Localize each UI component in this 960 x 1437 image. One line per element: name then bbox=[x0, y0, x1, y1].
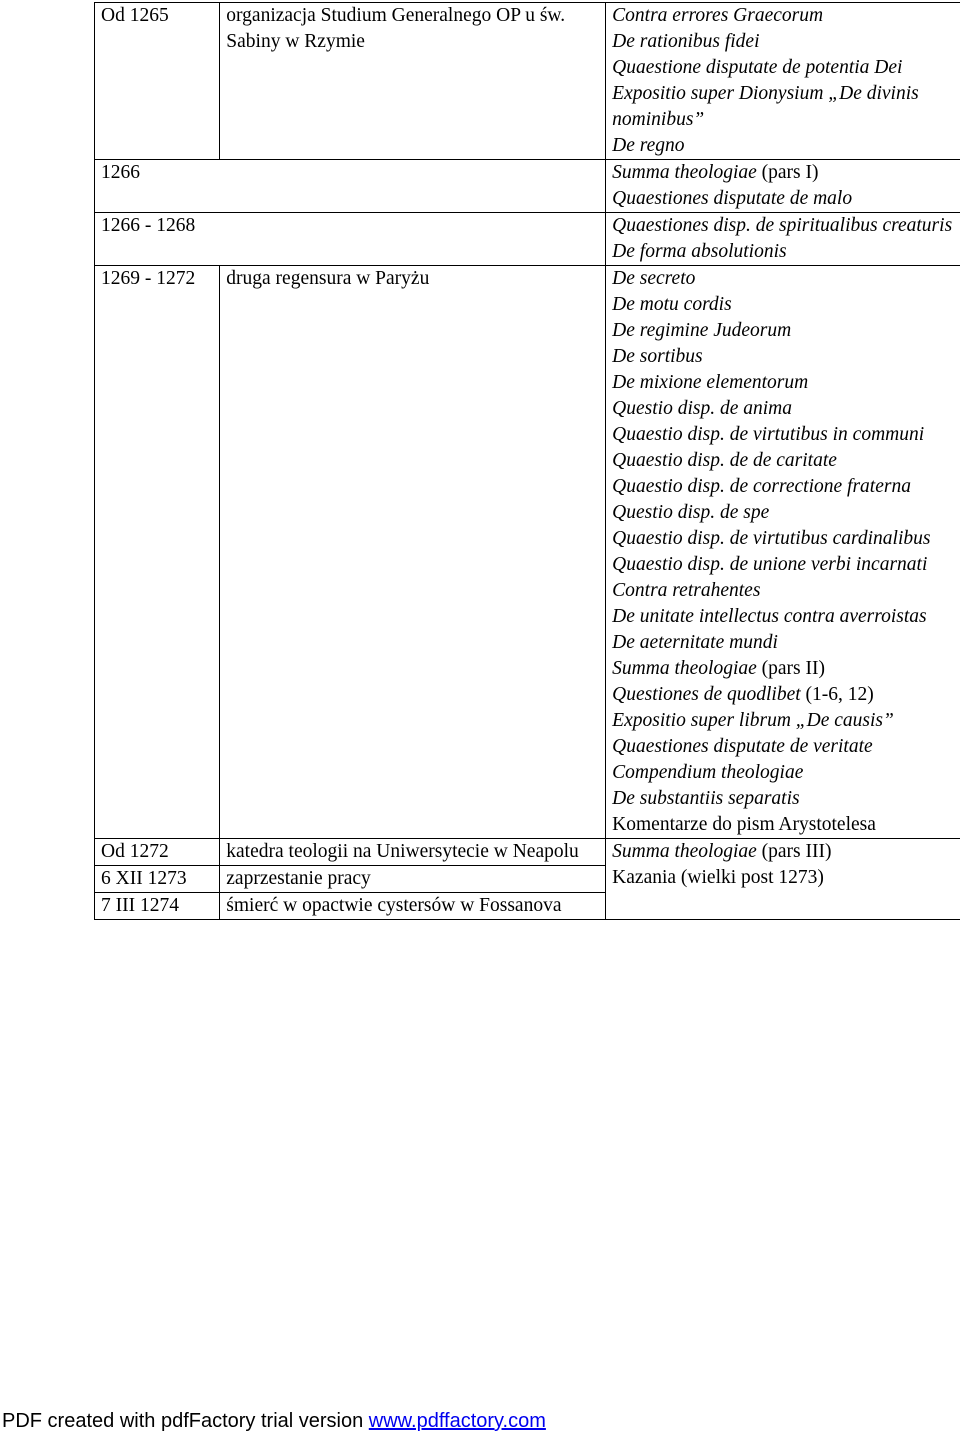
date-cell: 6 XII 1273 bbox=[95, 866, 220, 893]
work-title-note: Komentarze do pism Arystotelesa bbox=[612, 814, 876, 835]
footer-text: PDF created with pdfFactory trial version bbox=[2, 1410, 369, 1432]
works-cell bbox=[606, 213, 960, 266]
work-title-italic: De mixione elementorum bbox=[612, 372, 809, 393]
work-title-italic: Summa theologiae bbox=[612, 658, 757, 679]
work-title bbox=[612, 656, 954, 682]
work-title-italic: De sortibus bbox=[612, 346, 703, 367]
event-cell: zaprzestanie pracy bbox=[220, 866, 606, 893]
work-title-italic: Quaestiones disputate de malo bbox=[612, 188, 853, 209]
work-title-italic: De regimine Judeorum bbox=[612, 320, 792, 341]
work-title bbox=[612, 630, 954, 656]
date-cell: Od 1265 bbox=[95, 3, 220, 160]
date-cell: Od 1272 bbox=[95, 839, 220, 866]
work-title bbox=[612, 29, 954, 55]
work-title bbox=[612, 160, 954, 186]
work-title bbox=[612, 604, 954, 630]
table-row bbox=[95, 839, 960, 866]
work-title-note: (pars III) bbox=[756, 841, 832, 862]
work-title bbox=[612, 760, 954, 786]
table-row bbox=[95, 266, 960, 839]
work-title bbox=[612, 682, 954, 708]
work-title bbox=[612, 422, 954, 448]
work-title bbox=[612, 370, 954, 396]
work-title-note: (1-6, 12) bbox=[800, 684, 874, 705]
work-title bbox=[612, 734, 954, 760]
work-title-italic: De secreto bbox=[612, 268, 696, 289]
work-title-italic: Quaestio disp. de correctione fraterna bbox=[612, 476, 911, 497]
work-title-italic: De forma absolutionis bbox=[612, 241, 787, 262]
date-cell: 1266 bbox=[95, 160, 220, 213]
event-cell bbox=[220, 160, 606, 213]
work-title-note: (pars I) bbox=[756, 162, 819, 183]
work-title-italic: De rationibus fidei bbox=[612, 31, 760, 52]
work-title bbox=[612, 578, 954, 604]
event-cell bbox=[220, 213, 606, 266]
work-title-italic: Compendium theologiae bbox=[612, 762, 804, 783]
work-title bbox=[612, 292, 954, 318]
work-title-italic: De motu cordis bbox=[612, 294, 732, 315]
work-title-italic: De aeternitate mundi bbox=[612, 632, 778, 653]
work-title bbox=[612, 318, 954, 344]
work-title-italic: Questio disp. de spe bbox=[612, 502, 770, 523]
work-title-italic: Summa theologiae bbox=[612, 162, 757, 183]
works-cell bbox=[606, 160, 960, 213]
chronology-table bbox=[94, 2, 960, 920]
work-title bbox=[612, 55, 954, 81]
work-title bbox=[612, 186, 954, 212]
work-title-italic: Questiones de quodlibet bbox=[612, 684, 801, 705]
work-title bbox=[612, 812, 954, 838]
work-title-italic: De regno bbox=[612, 135, 685, 156]
work-title-italic: Quaestiones disp. de spiritualibus creaturis bbox=[612, 215, 953, 236]
work-title bbox=[612, 213, 954, 239]
work-title bbox=[612, 396, 954, 422]
work-title-italic: Expositio super librum „De causis” bbox=[612, 710, 894, 731]
pdffactory-link[interactable]: www.pdffactory.com bbox=[368, 1410, 546, 1432]
work-title-italic: De substantiis separatis bbox=[612, 788, 800, 809]
work-title-italic: Quaestio disp. de virtutibus cardinalibus bbox=[612, 528, 931, 549]
work-title-italic: Contra errores Graecorum bbox=[612, 5, 824, 26]
work-title-italic: Quaestio disp. de de caritate bbox=[612, 450, 837, 471]
work-title-italic: Expositio super Dionysium „De divinis nominibus” bbox=[612, 83, 919, 130]
work-title bbox=[612, 474, 954, 500]
work-title-italic: Quaestio disp. de virtutibus in communi bbox=[612, 424, 925, 445]
date-cell: 1266 - 1268 bbox=[95, 213, 220, 266]
work-title-note: Kazania (wielki post 1273) bbox=[612, 867, 824, 888]
pdf-footer bbox=[2, 1408, 546, 1434]
works-cell bbox=[606, 266, 960, 839]
work-title bbox=[612, 526, 954, 552]
work-title bbox=[612, 552, 954, 578]
work-title-italic: Questio disp. de anima bbox=[612, 398, 792, 419]
work-title bbox=[612, 81, 954, 133]
work-title-italic: Summa theologiae bbox=[612, 841, 757, 862]
work-title bbox=[612, 708, 954, 734]
work-title bbox=[612, 839, 954, 865]
table-row bbox=[95, 3, 960, 160]
date-cell: 1269 - 1272 bbox=[95, 266, 220, 839]
event-cell: śmierć w opactwie cystersów w Fossanova bbox=[220, 893, 606, 920]
work-title bbox=[612, 133, 954, 159]
work-title-italic: Quaestiones disputate de veritate bbox=[612, 736, 873, 757]
work-title bbox=[612, 448, 954, 474]
work-title bbox=[612, 3, 954, 29]
work-title-note: (pars II) bbox=[756, 658, 825, 679]
work-title bbox=[612, 500, 954, 526]
work-title bbox=[612, 865, 954, 891]
work-title-italic: De unitate intellectus contra averroistas bbox=[612, 606, 927, 627]
work-title bbox=[612, 239, 954, 265]
work-title bbox=[612, 344, 954, 370]
work-title-italic: Quaestione disputate de potentia Dei bbox=[612, 57, 903, 78]
works-cell bbox=[606, 3, 960, 160]
work-title-italic: Contra retrahentes bbox=[612, 580, 761, 601]
event-cell: organizacja Studium Generalnego OP u św. Sabiny w Rzymie bbox=[220, 3, 606, 160]
work-title-italic: Quaestio disp. de unione verbi incarnati bbox=[612, 554, 928, 575]
table-row bbox=[95, 213, 960, 266]
event-cell: katedra teologii na Uniwersytecie w Neapolu bbox=[220, 839, 606, 866]
work-title bbox=[612, 266, 954, 292]
works-cell bbox=[606, 839, 960, 920]
date-cell: 7 III 1274 bbox=[95, 893, 220, 920]
work-title bbox=[612, 786, 954, 812]
event-cell: druga regensura w Paryżu bbox=[220, 266, 606, 839]
table-row bbox=[95, 160, 960, 213]
